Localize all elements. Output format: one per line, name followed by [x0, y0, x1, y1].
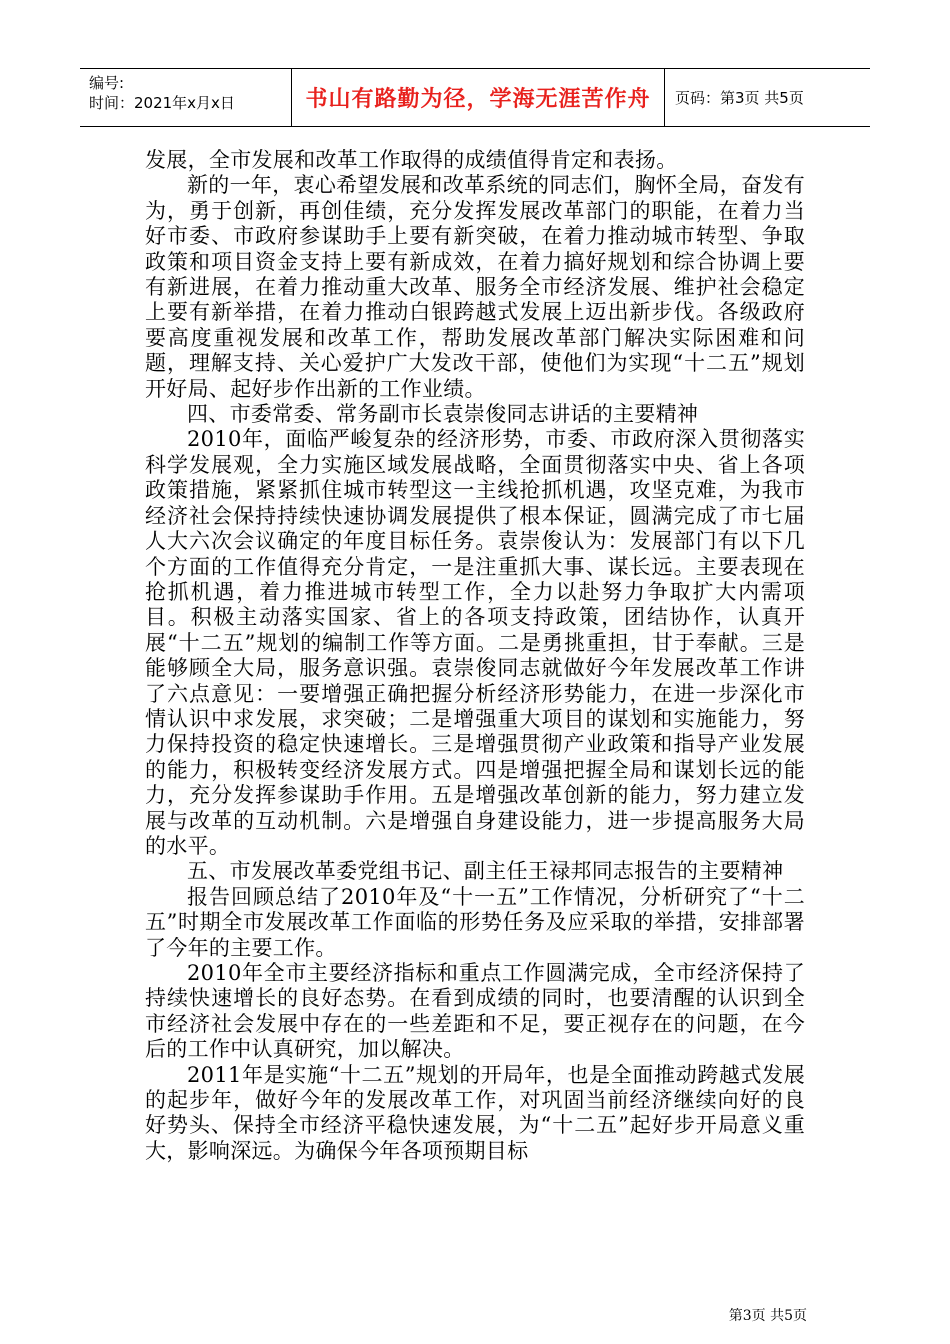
section-heading: 五、市发展改革委党组书记、副主任王禄邦同志报告的主要精神: [187, 859, 784, 884]
document-time-label: 时间：2021年x月x日: [89, 94, 235, 112]
paragraph: 2011年是实施“十二五”规划的开局年，也是全面推动跨越式发展的起步年，做好今年的发展改革工作，对巩固当前经济继续向好的良好势头、保持全市经济平稳快速发展，为“十二五”起好步开局意义重大，影响深远。为确保今年各项预期目标: [145, 1062, 805, 1163]
document-number-label: 编号:: [89, 74, 125, 92]
paragraph: 新的一年，衷心希望发展和改革系统的同志们，胸怀全局，奋发有为，勇于创新，再创佳绩，充分发挥发展改革部门的职能，在着力当好市委、市政府参谋助手上要有新突破，在着力推动城市转型、争取政策和项目资金支持上要有新成效，在着力搞好规划和综合协调上要有新进展，在着力推动重大改革、服务全市经济发展、维护社会稳定上要有新举措，在着力推动白银跨越式发展上迈出新步伐。各级政府要高度重视发展和改革工作，帮助发展改革部门解决实际困难和问题，理解支持、关心爱护广大发改干部，使他们为实现“十二五”规划开好局、起好步作出新的工作业绩。: [145, 173, 805, 401]
header-page-number: 页码：第3页 共5页: [675, 89, 804, 107]
section-heading: 四、市委常委、常务副市长袁崇俊同志讲话的主要精神: [187, 402, 699, 427]
header-motto: 书山有路勤为径，学海无涯苦作舟: [292, 69, 665, 126]
page-footer: 第3页 共5页: [728, 1308, 807, 1324]
paragraph: 2010年全市主要经济指标和重点工作圆满完成，全市经济保持了持续快速增长的良好态势。在看到成绩的同时，也要清醒的认识到全市经济社会发展中存在的一些差距和不足，要正视存在的问题，在今后的工作中认真研究，加以解决。: [145, 961, 805, 1062]
paragraph: 2010年，面临严峻复杂的经济形势，市委、市政府深入贯彻落实科学发展观，全力实施区域发展战略，全面贯彻落实中央、省上各项政策措施，紧紧抓住城市转型这一主线抢抓机遇，攻坚克难，为我市经济社会保持持续快速协调发展提供了根本保证，圆满完成了市七届人大六次会议确定的年度目标任务。袁崇俊认为：发展部门有以下几个方面的工作值得充分肯定，一是注重抓大事、谋长远。主要表现在抢抓机遇，着力推进城市转型工作，全力以赴努力争取扩大内需项目。积极主动落实国家、省上的各项支持政策，团结协作，认真开展“十二五”规划的编制工作等方面。二是勇挑重担，甘于奉献。三是能够顾全大局，服务意识强。袁崇俊同志就做好今年发展改革工作讲了六点意见：一要增强正确把握分析经济形势能力，在进一步深化市情认识中求发展，求突破；二是增强重大项目的谋划和实施能力，努力保持投资的稳定快速增长。三是增强贯彻产业政策和指导产业发展的能力，积极转变经济发展方式。四是增强把握全局和谋划长远的能力，充分发挥参谋助手作用。五是增强改革创新的能力，努力建立发展与改革的互动机制。六是增强自身建设能力，进一步提高服务大局的水平。: [145, 427, 805, 858]
document-body: [145, 148, 805, 1164]
paragraph: 报告回顾总结了2010年及“十一五”工作情况，分析研究了“十二五”时期全市发展改革工作面临的形势任务及应采取的举措，安排部署了今年的主要工作。: [145, 884, 805, 960]
header-meta: [80, 69, 292, 126]
paragraph: 发展，全市发展和改革工作取得的成绩值得肯定和表扬。: [145, 148, 678, 172]
page-header: [80, 68, 870, 127]
